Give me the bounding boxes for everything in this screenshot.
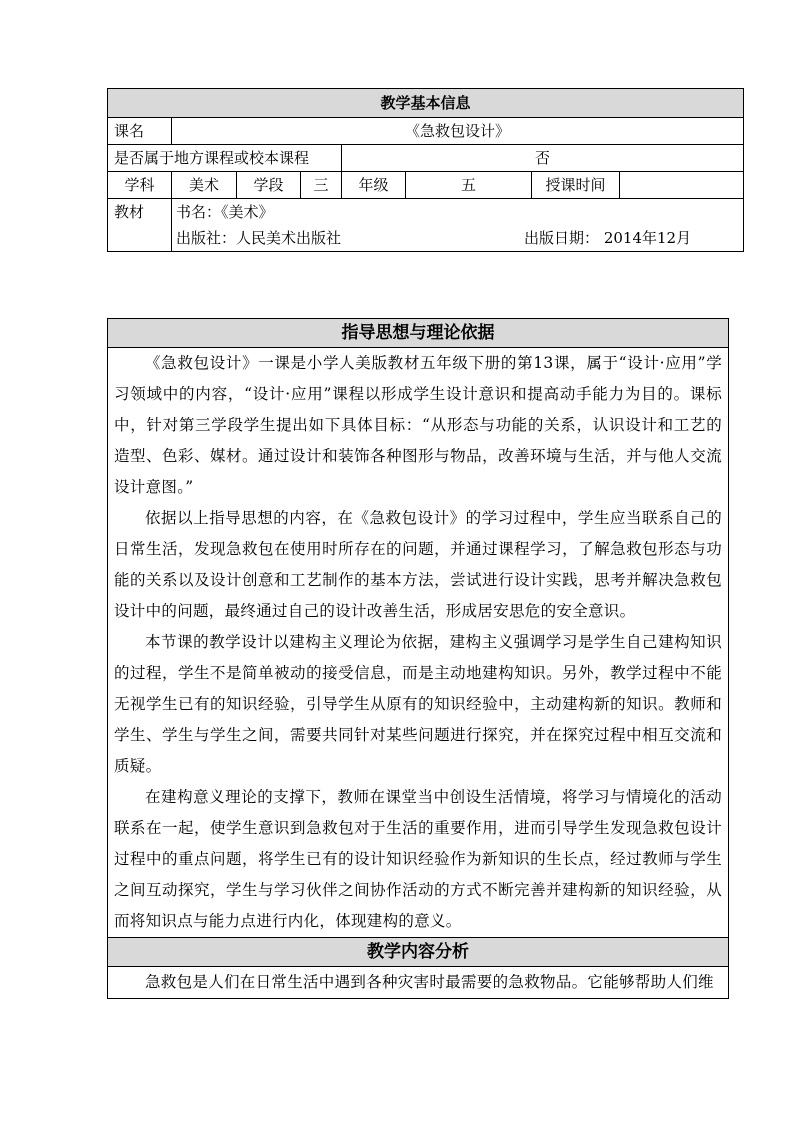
textbook-info [172, 199, 744, 252]
grade-label: 年级 [342, 172, 406, 199]
content-analysis-body [108, 967, 729, 999]
guidance-paragraph: 本节课的教学设计以建构主义理论为依据，建构主义强调学习是学生自己建构知识的过程，学生不是简单被动的接受信息，而是主动地建构知识。另外，教学过程中不能无视学生已有的知识经验，引导学生从原有的知识经验中，主动建构新的知识。教师和学生、学生与学生之间，需要共同针对某些问题进行探究，并在探究过程中相互交流和质疑。 [114, 633, 722, 775]
content-analysis-paragraph: 急救包是人们在日常生活中遇到各种灾害时最需要的急救物品。它能够帮助人们维 [145, 973, 714, 991]
content-analysis-title: 教学内容分析 [108, 938, 729, 967]
time-value [620, 172, 744, 199]
publisher: 出版社：人民美术出版社 [176, 229, 342, 247]
textbook-label: 教材 [108, 199, 172, 252]
guidance-paragraph: 在建构意义理论的支撑下，教师在课堂当中创设生活情境，将学习与情境化的活动联系在一起，使学生意识到急救包对于生活的重要作用，进而引导学生发现急救包设计过程中的重点问题，将学生已有的设计知识经验作为新知识的生长点，经过教师与学生之间互动探究，学生与学习伙伴之间协作活动的方式不断完善并建构新的知识经验，从而将知识点与能力点进行内化，体现建构的意义。 [114, 788, 722, 930]
guidance-paragraph: 《急救包设计》一课是小学人美版教材五年级下册的第13课，属于“设计·应用”学习领域中的内容，“设计·应用”课程以形成学生设计意识和提高动手能力为目的。课标中，针对第三学段学生提出如下具体目标：“从形态与功能的关系，认识设计和工艺的造型、色彩、媒材。通过设计和装饰各种图形与物品，改善环境与生活，并与他人交流设计意图。” [114, 354, 722, 496]
publish-date: 出版日期： 2014年12月 [524, 229, 692, 247]
basic-info-table [107, 88, 744, 252]
guidance-paragraph: 依据以上指导思想的内容，在《急救包设计》的学习过程中，学生应当联系自己的日常生活，发现急救包在使用时所存在的问题，并通过课程学习，了解急救包形态与功能的关系以及设计创意和工艺制作的基本方法，尝试进行设计实践，思考并解决急救包设计中的问题，最终通过自己的设计改善生活，形成居安思危的安全意识。 [114, 509, 722, 620]
time-label: 授课时间 [532, 172, 620, 199]
course-name-label: 课名 [108, 118, 172, 145]
subject-label: 学科 [108, 172, 172, 199]
book-name: 书名：《美术》 [176, 203, 274, 221]
grade-value: 五 [406, 172, 532, 199]
subject-value: 美术 [172, 172, 237, 199]
local-course-value: 否 [342, 145, 744, 172]
basic-info-title: 教学基本信息 [108, 89, 744, 118]
guidance-title: 指导思想与理论依据 [108, 319, 729, 348]
guidance-table [107, 318, 729, 999]
course-name-value: 《急救包设计》 [172, 118, 744, 145]
publisher-row [176, 225, 737, 251]
local-course-label: 是否属于地方课程或校本课程 [108, 145, 342, 172]
stage-label: 学段 [237, 172, 301, 199]
stage-value: 三 [301, 172, 342, 199]
guidance-body [108, 348, 729, 938]
